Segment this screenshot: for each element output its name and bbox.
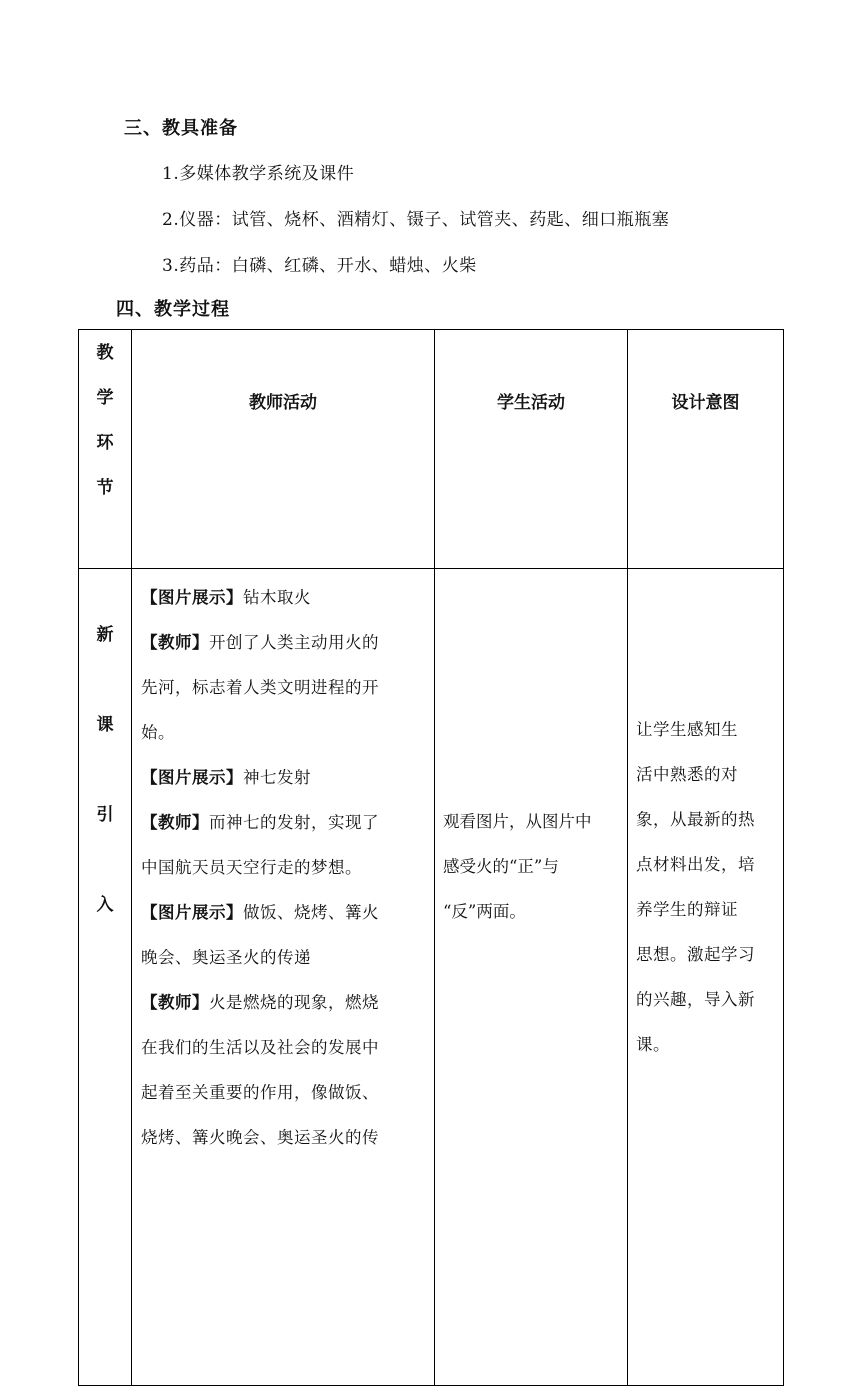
activity-text: 始。	[141, 723, 175, 742]
stage-char: 引	[96, 805, 114, 825]
header-teacher-activity: 教师活动	[132, 330, 435, 569]
activity-text: 烧烤、篝火晚会、奥运圣火的传	[141, 1128, 379, 1147]
teacher-activity-line	[141, 755, 428, 800]
activity-tag: 【教师】	[141, 993, 209, 1012]
teaching-process-table	[78, 329, 784, 1386]
stage-char: 新	[96, 625, 114, 645]
design-intent-cell	[628, 569, 784, 1386]
table-header-row	[79, 330, 784, 569]
student-activity-line: “反”两面。	[443, 902, 526, 921]
header-stage-char: 环	[96, 433, 114, 453]
activity-text: 起着至关重要的作用，像做饭、	[141, 1083, 379, 1102]
activity-tag: 【图片展示】	[141, 768, 243, 787]
section-heading-equipment: 三、教具准备	[124, 118, 238, 139]
activity-text: 而神七的发射，实现了	[209, 813, 379, 832]
equipment-item-1: 1.多媒体教学系统及课件	[162, 164, 355, 184]
table-row	[79, 569, 784, 1386]
header-stage-char: 学	[96, 388, 114, 408]
equipment-item-2: 2.仪器：试管、烧杯、酒精灯、镊子、试管夹、药匙、细口瓶瓶塞	[162, 210, 670, 230]
design-intent-line: 象，从最新的热	[636, 810, 755, 829]
design-intent-line: 点材料出发，培	[636, 855, 755, 874]
student-activity-line: 感受火的“正”与	[443, 857, 559, 876]
activity-text: 晚会、奥运圣火的传递	[141, 948, 311, 967]
activity-text: 开创了人类主动用火的	[209, 633, 379, 652]
student-activity-cell	[435, 569, 628, 1386]
teacher-activity-cell	[132, 569, 435, 1386]
header-stage-cell	[79, 330, 132, 569]
teacher-activity-line	[141, 845, 428, 890]
activity-tag: 【教师】	[141, 813, 209, 832]
activity-tag: 【图片展示】	[141, 903, 243, 922]
design-intent-line: 活中熟悉的对	[636, 765, 738, 784]
teacher-activity-line	[141, 800, 428, 845]
design-intent-line: 课。	[636, 1035, 670, 1054]
teacher-activity-line	[141, 1025, 428, 1070]
activity-tag: 【图片展示】	[141, 588, 243, 607]
header-stage-char: 教	[96, 343, 114, 363]
stage-char: 课	[96, 715, 114, 735]
activity-tag: 【教师】	[141, 633, 209, 652]
teacher-activity-line	[141, 1070, 428, 1115]
student-activity-line: 观看图片，从图片中	[443, 812, 592, 831]
design-intent-line: 思想。激起学习	[636, 945, 755, 964]
teacher-activity-line	[141, 935, 428, 980]
activity-text: 做饭、烧烤、篝火	[243, 903, 379, 922]
header-stage-char: 节	[96, 478, 114, 498]
teacher-activity-line	[141, 980, 428, 1025]
design-intent-line: 的兴趣，导入新	[636, 990, 755, 1009]
teacher-activity-line	[141, 890, 428, 935]
activity-text: 火是燃烧的现象，燃烧	[209, 993, 379, 1012]
header-student-activity: 学生活动	[435, 330, 628, 569]
activity-text: 中国航天员天空行走的梦想。	[141, 858, 362, 877]
activity-text: 在我们的生活以及社会的发展中	[141, 1038, 379, 1057]
stage-cell-new-lesson	[79, 569, 132, 1386]
equipment-item-3: 3.药品：白磷、红磷、开水、蜡烛、火柴	[162, 256, 477, 276]
teacher-activity-line	[141, 575, 428, 620]
section-heading-process: 四、教学过程	[116, 299, 230, 320]
design-intent-line: 让学生感知生	[636, 720, 738, 739]
activity-text: 神七发射	[243, 768, 311, 787]
teacher-activity-line	[141, 665, 428, 710]
header-design-intent: 设计意图	[628, 330, 784, 569]
teacher-activity-line	[141, 620, 428, 665]
teacher-activity-line	[141, 710, 428, 755]
teacher-activity-line	[141, 1115, 428, 1160]
activity-text: 先河，标志着人类文明进程的开	[141, 678, 379, 697]
design-intent-line: 养学生的辩证	[636, 900, 738, 919]
stage-char: 入	[96, 895, 114, 915]
activity-text: 钻木取火	[243, 588, 311, 607]
